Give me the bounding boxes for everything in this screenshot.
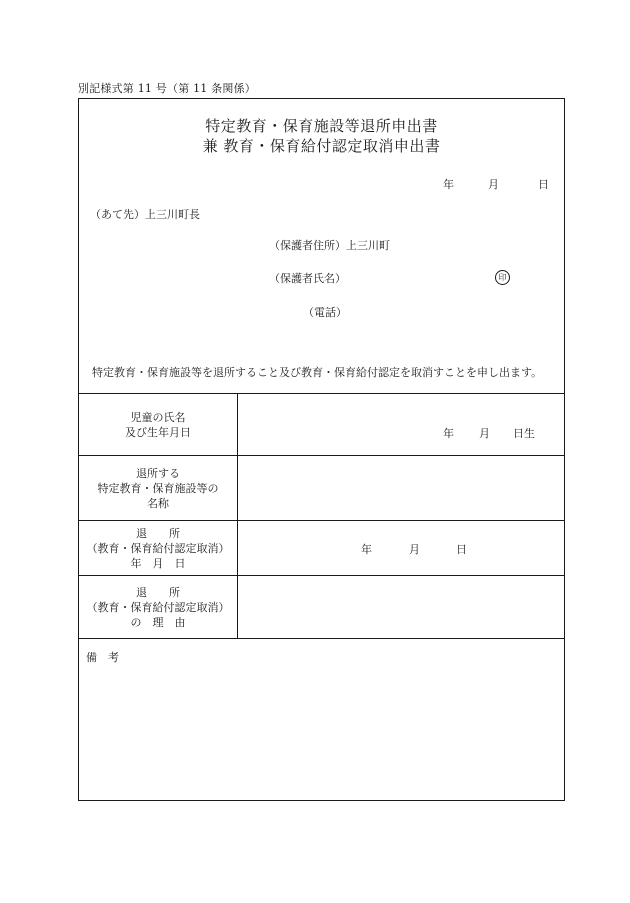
withdrawal-month-label: 月 [409,543,420,556]
label-line: 退所する [136,466,180,480]
date-year-label: 年 [443,178,454,191]
facility-name-field[interactable] [238,456,564,520]
phone-label: （電話） [303,306,347,319]
withdrawal-year-label: 年 [361,543,372,556]
child-name-dob-field[interactable] [238,394,564,455]
form-title-line2: 兼 教育・保育給付認定取消申出書 [202,137,441,155]
label-line: 退 所 [136,526,180,540]
dob-day-label: 日生 [513,427,535,440]
guardian-address-label: （保護者住所）上三川町 [269,239,390,252]
application-form [78,98,565,801]
table-row-child [79,394,564,456]
form-title-line1: 特定教育・保育施設等退所申出書 [205,117,438,135]
form-reference: 別記様式第 11 号（第 11 条関係） [78,82,256,95]
label-line: 名称 [147,496,169,510]
label-line: 退 所 [136,585,180,599]
label-line: の 理 由 [130,615,186,629]
withdrawal-date-field[interactable] [238,521,564,575]
dob-month-label: 月 [479,427,490,440]
seal-mark: 印 [495,270,510,285]
dob-year-label: 年 [443,427,454,440]
table-row-facility [79,456,564,521]
label-line: 児童の氏名 [130,410,186,424]
guardian-name-label: （保護者氏名） [269,272,346,285]
withdrawal-day-label: 日 [456,543,467,556]
label-line: 及び生年月日 [125,425,191,439]
label-line: （教育・保育給付認定取消） [86,600,230,614]
table-row-withdrawal-date [79,521,564,576]
date-day-label: 日 [538,178,549,191]
child-name-dob-label [79,394,238,455]
label-line: 特定教育・保育施設等の [97,481,219,495]
remarks-label: 備 考 [86,651,119,664]
withdrawal-reason-field[interactable] [238,576,564,638]
label-line: （教育・保育給付認定取消） [86,541,230,555]
date-month-label: 月 [488,178,499,191]
withdrawal-reason-label [79,576,238,638]
table-row-reason [79,576,564,639]
declaration-text: 特定教育・保育施設等を退所すること及び教育・保育給付認定を取消すことを申し出ます。 [92,366,543,379]
label-line: 年 月 日 [130,556,186,570]
withdrawal-date-label [79,521,238,575]
addressee: （あて先）上三川町長 [90,208,200,221]
details-table [79,393,564,639]
facility-name-label [79,456,238,520]
